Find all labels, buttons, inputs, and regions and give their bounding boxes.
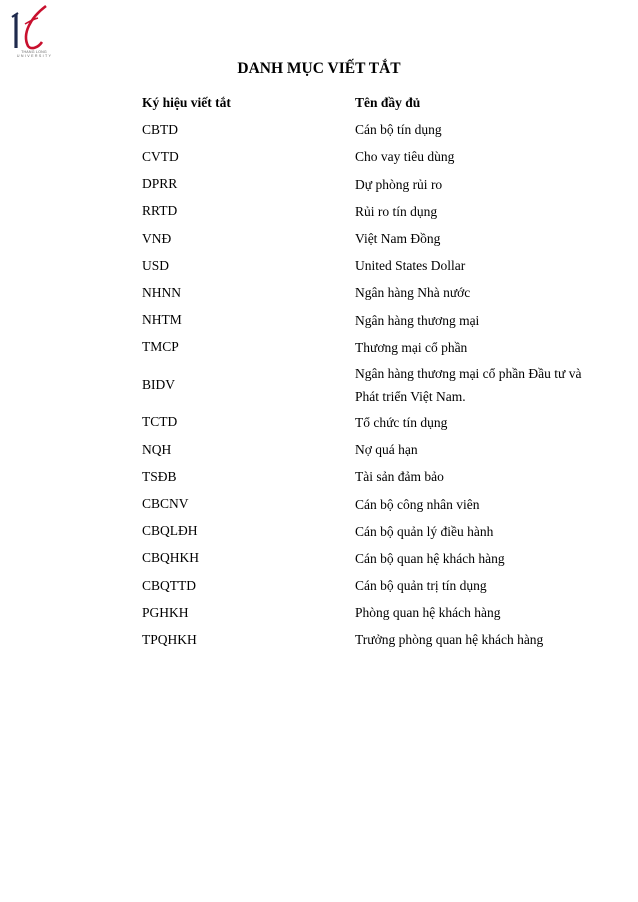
table-row xyxy=(142,490,602,517)
full-name-cell: Rủi ro tín dụng xyxy=(355,203,438,219)
full-name-cell: Ngân hàng thương mại cổ phần Đầu tư và Phát triển Việt Nam. xyxy=(355,365,582,404)
full-name-cell: Cán bộ quản trị tín dụng xyxy=(355,578,487,594)
header-full-name: Tên đầy đủ xyxy=(355,95,421,111)
abbreviation-cell: TCTD xyxy=(142,414,178,430)
table-row xyxy=(142,463,602,490)
full-name-cell: Thương mại cổ phần xyxy=(355,339,468,355)
table-row xyxy=(142,116,602,143)
full-name-cell: Cho vay tiêu dùng xyxy=(355,149,455,165)
abbreviation-cell: VNĐ xyxy=(142,230,172,246)
full-name-cell: Tổ chức tín dụng xyxy=(355,414,448,430)
abbreviation-cell: TSĐB xyxy=(142,468,177,484)
abbreviation-cell: NHTM xyxy=(142,312,182,328)
abbreviation-cell: TMCP xyxy=(142,339,179,355)
full-name-cell: Cán bộ quan hệ khách hàng xyxy=(355,550,505,566)
abbreviation-cell: PGHKH xyxy=(142,604,189,620)
abbreviation-cell: CVTD xyxy=(142,148,179,164)
table-row xyxy=(142,518,602,545)
abbreviation-cell: RRTD xyxy=(142,203,178,219)
table-row xyxy=(142,334,602,361)
full-name-cell: Phòng quan hệ khách hàng xyxy=(355,605,501,621)
abbreviation-cell: NHNN xyxy=(142,284,181,300)
table-row xyxy=(142,361,602,409)
abbreviation-cell: CBTD xyxy=(142,121,179,137)
full-name-cell: Cán bộ quản lý điều hành xyxy=(355,523,494,539)
abbreviation-cell: CBQHKH xyxy=(142,550,200,566)
table-row xyxy=(142,307,602,334)
table-row xyxy=(142,409,602,436)
full-name-cell: Trưởng phòng quan hệ khách hàng xyxy=(355,632,544,648)
abbreviation-cell: USD xyxy=(142,257,170,273)
table-row xyxy=(142,545,602,572)
full-name-cell: Nợ quá hạn xyxy=(355,442,418,458)
full-name-cell: United States Dollar xyxy=(355,258,466,274)
abbreviation-cell: CBCNV xyxy=(142,496,189,512)
logo-text xyxy=(9,50,59,59)
full-name-cell: Dự phòng rủi ro xyxy=(355,176,443,192)
full-name-cell: Cán bộ công nhân viên xyxy=(355,496,480,512)
header-abbreviation: Ký hiệu viết tắt xyxy=(142,94,231,110)
table-row xyxy=(142,572,602,599)
full-name-cell: Ngân hàng thương mại xyxy=(355,312,480,328)
table-row xyxy=(142,279,602,306)
full-name-cell: Cán bộ tín dụng xyxy=(355,122,442,138)
abbreviation-cell: BIDV xyxy=(142,376,175,392)
table-row xyxy=(142,599,602,626)
abbreviation-cell: TPQHKH xyxy=(142,631,197,647)
logo-brand: THANG LONG xyxy=(21,50,47,54)
abbreviation-cell: CBQTTD xyxy=(142,577,196,593)
table-row xyxy=(142,171,602,198)
table-row xyxy=(142,225,602,252)
abbreviation-table xyxy=(142,89,602,654)
table-row xyxy=(142,626,602,653)
table-row xyxy=(142,198,602,225)
logo-mark-icon xyxy=(8,4,60,52)
table-row xyxy=(142,252,602,279)
table-row xyxy=(142,143,602,170)
page-title: DANH MỤC VIẾT TẮT xyxy=(237,60,401,77)
full-name-cell: Ngân hàng Nhà nước xyxy=(355,285,471,301)
abbreviation-cell: CBQLĐH xyxy=(142,523,198,539)
abbreviation-cell: DPRR xyxy=(142,176,178,192)
abbreviation-cell: NQH xyxy=(142,441,172,457)
full-name-cell: Tài sản đảm bảo xyxy=(355,469,444,485)
table-row xyxy=(142,436,602,463)
full-name-cell: Việt Nam Đồng xyxy=(355,231,441,247)
logo-tagline: U N I V E R S I T Y xyxy=(16,54,52,59)
table-header-row xyxy=(142,89,602,116)
